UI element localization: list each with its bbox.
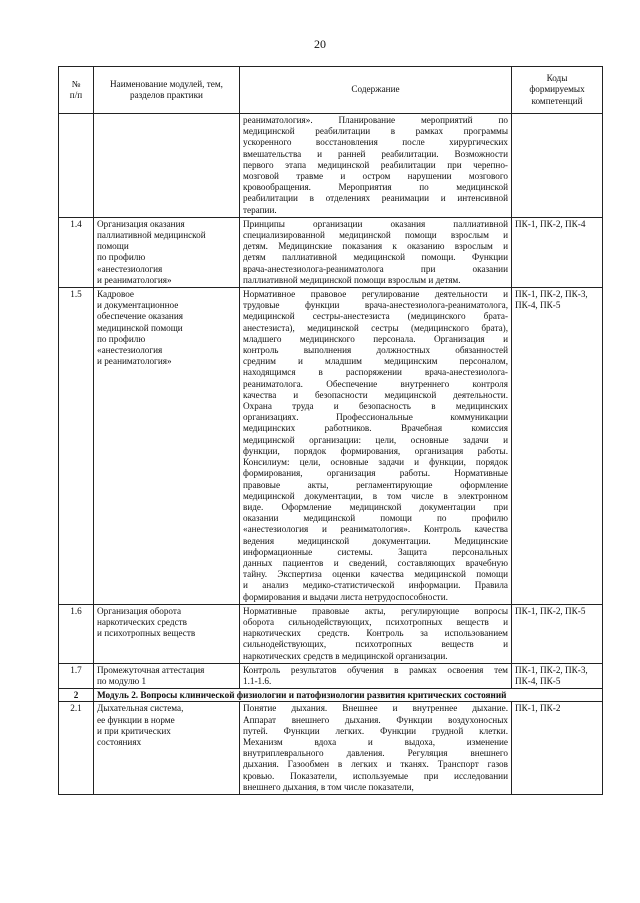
- header-codes: Коды формируемых компетенций: [512, 67, 603, 114]
- cell-line: Контроль результатов обучения в рамках освоения тем: [243, 664, 508, 675]
- cell-line: медицинских работников. Врачебная комиссия: [243, 423, 508, 434]
- cell-line: мозговой травме и остром нарушении мозгового: [243, 171, 508, 182]
- row-codes: ПК-1, ПК-2, ПК-3, ПК-4, ПК-5: [512, 288, 603, 605]
- page-number: 20: [314, 37, 326, 51]
- table-row: [59, 604, 603, 663]
- row-content: [240, 702, 512, 795]
- cell-line: по профилю: [97, 333, 146, 344]
- module-number: 2: [59, 689, 94, 702]
- module-row: [59, 689, 603, 702]
- row-number: 2.1: [59, 702, 94, 795]
- cell-line: паллиативной медицинской: [97, 230, 206, 241]
- cell-line: оказании медицинской помощи по профилю: [243, 513, 508, 524]
- row-number: 1.6: [59, 604, 94, 663]
- practice-table: [58, 66, 603, 795]
- cell-line: анестезиста), медицинской сестры (медицинского брата),: [243, 322, 508, 333]
- cell-line: Промежуточная аттестация: [97, 664, 205, 675]
- table-row: [59, 217, 603, 287]
- row-content: [240, 114, 512, 218]
- cell-line: Нормативное правовое регулирование деятельности и: [243, 289, 508, 300]
- cell-line: обеспечение оказания: [97, 311, 183, 322]
- row-title: [94, 217, 240, 287]
- cell-line: Организация оборота: [97, 605, 182, 616]
- cell-line: путей. Функции легких. Функции грудной клетки.: [243, 725, 508, 736]
- cell-line: организациях. Профессиональные коммуникации: [243, 412, 508, 423]
- cell-line: функции, порядок формирования, организация работы.: [243, 445, 508, 456]
- cell-line: паллиативной медицинской помощи взрослым и детям.: [243, 274, 461, 285]
- cell-line: врача-анестезиолога-реаниматолога при оказании: [243, 263, 508, 274]
- cell-line: средним и младшим медицинским персоналом,: [243, 356, 508, 367]
- cell-line: наркотических средств в медицинской организации.: [243, 650, 448, 661]
- header-num: № п/п: [59, 67, 94, 114]
- cell-line: Механизм вдоха и выдоха, изменение: [243, 736, 508, 747]
- cell-line: «анестезиология и реаниматология». Контроль качества: [243, 524, 508, 535]
- cell-line: наркотических средств: [97, 616, 187, 627]
- cell-line: Понятие дыхания. Внешнее и внутреннее дыхание.: [243, 703, 508, 714]
- cell-line: реаниматология». Планирование мероприятий по: [243, 115, 508, 125]
- cell-line: формирования и выдачи листа нетрудоспособности.: [243, 591, 448, 602]
- cell-line: ведения медицинской документации. Медицинские: [243, 535, 508, 546]
- cell-line: Аппарат внешнего дыхания. Функции воздухоносных: [243, 714, 508, 725]
- header-content: Содержание: [240, 67, 512, 114]
- cell-line: внешнего дыхания, в том числе показатели,: [243, 781, 414, 792]
- row-number: 1.5: [59, 288, 94, 605]
- cell-line: Принципы организации оказания паллиативной: [243, 218, 508, 229]
- cell-line: медицинской документации, в том числе в электронном: [243, 490, 508, 501]
- cell-line: реаниматолога. Обеспечение внутреннего контроля: [243, 378, 508, 389]
- table-row: [59, 663, 603, 688]
- row-codes: ПК-1, ПК-2, ПК-3, ПК-4, ПК-5: [512, 663, 603, 688]
- cell-line: и документационное: [97, 300, 179, 311]
- cell-line: дыхания. Газообмен в легких и тканях. Транспорт газов: [243, 759, 508, 770]
- row-title: [94, 663, 240, 688]
- cell-line: «анестезиология: [97, 345, 163, 356]
- cell-line: Организация оказания: [97, 218, 185, 229]
- cell-line: Кадровое: [97, 289, 135, 300]
- row-content: [240, 217, 512, 287]
- cell-line: оборота сильнодействующих, психотропных веществ и: [243, 616, 508, 627]
- row-number: 1.7: [59, 663, 94, 688]
- table-row: [59, 288, 603, 605]
- cell-line: правовые акты, регламентирующие оформление: [243, 479, 508, 490]
- cell-line: Охрана труда и безопасность в медицинских: [243, 401, 508, 412]
- row-title: [94, 114, 240, 218]
- cell-line: сильнодействующих, психотропных веществ и: [243, 639, 508, 650]
- module-title: Модуль 2. Вопросы клинической физиологии и патофизиологии развития критических состояний: [94, 689, 603, 702]
- row-codes: ПК-1, ПК-2, ПК-4: [512, 217, 603, 287]
- cell-line: формирования, организация работы. Нормативные: [243, 468, 508, 479]
- cell-line: первого этапа медицинской реабилитации при черепно-: [243, 159, 508, 170]
- cell-line: помощи: [97, 241, 129, 252]
- cell-line: Консилиум: цели, основные задачи и функции, порядок: [243, 457, 508, 468]
- header-name: Наименование модулей, тем, разделов практики: [94, 67, 240, 114]
- cell-line: и реаниматология»: [97, 356, 172, 367]
- cell-line: 1.1-1.6.: [243, 675, 272, 686]
- cell-line: и психотропных веществ: [97, 628, 196, 639]
- row-title: [94, 288, 240, 605]
- cell-line: и реаниматология»: [97, 274, 172, 285]
- cell-line: терапии.: [243, 204, 277, 215]
- cell-line: медицинской реабилитации в рамках программы: [243, 126, 508, 137]
- row-content: [240, 288, 512, 605]
- cell-line: медицинской помощи: [97, 322, 183, 333]
- row-codes: ПК-1, ПК-2: [512, 702, 603, 795]
- table-row: [59, 702, 603, 795]
- cell-line: и анализ медико-статистической информации. Правила: [243, 580, 508, 591]
- cell-line: информационные системы. Защита персональных: [243, 546, 508, 557]
- cell-line: по профилю: [97, 252, 146, 263]
- cell-line: тайну. Экспертиза оценки качества медицинской помощи: [243, 569, 508, 580]
- cell-line: внутриплеврального давления. Регуляция внешнего: [243, 748, 508, 759]
- cell-line: вмешательства и ранней реабилитации. Возможности: [243, 148, 508, 159]
- cell-line: детям. Медицинские показания к оказанию взрослым и: [243, 241, 508, 252]
- cell-line: кровью. Показатели, используемые при исследовании: [243, 770, 508, 781]
- row-content: [240, 663, 512, 688]
- row-title: [94, 604, 240, 663]
- cell-line: данных пациентов и сведений, составляющих врачебную: [243, 557, 508, 568]
- cell-line: детям паллиативной медицинской помощи. Функции: [243, 252, 508, 263]
- row-number: [59, 114, 94, 218]
- cell-line: виде. Оформление медицинской документации при: [243, 501, 508, 512]
- cell-line: Дыхательная система,: [97, 703, 184, 714]
- cell-line: кровообращения. Мероприятия по медицинской: [243, 182, 508, 193]
- cell-line: состояниях: [97, 736, 142, 747]
- cell-line: контроль выполнения должностных обязанностей: [243, 345, 508, 356]
- row-number: 1.4: [59, 217, 94, 287]
- cell-line: ее функции в норме: [97, 714, 175, 725]
- cell-line: «анестезиология: [97, 263, 163, 274]
- cell-line: ускоренного восстановления после хирургических: [243, 137, 508, 148]
- table-row: [59, 114, 603, 218]
- cell-line: реабилитации в отделениях реанимации и интенсивной: [243, 193, 508, 204]
- cell-line: медицинской организации: цели, основные задачи и: [243, 434, 508, 445]
- cell-line: качества и безопасности медицинской деятельности.: [243, 389, 508, 400]
- row-title: [94, 702, 240, 795]
- row-codes: ПК-1, ПК-2, ПК-5: [512, 604, 603, 663]
- row-codes: [512, 114, 603, 218]
- cell-line: наркотических средств. Контроль за использованием: [243, 628, 508, 639]
- cell-line: трудовые функции врача-анестезиолога-реаниматолога,: [243, 300, 508, 311]
- cell-line: Нормативные правовые акты, регулирующие вопросы: [243, 605, 508, 616]
- cell-line: младшего медицинского персонала. Организация и: [243, 333, 508, 344]
- row-content: [240, 604, 512, 663]
- cell-line: специализированной медицинской помощи взрослым и: [243, 230, 508, 241]
- cell-line: по модулю 1: [97, 675, 147, 686]
- table-header-row: [59, 67, 603, 114]
- cell-line: находящимся в распоряжении врача-анестезиолога-: [243, 367, 508, 378]
- cell-line: и при критических: [97, 725, 171, 736]
- cell-line: медицинской сестры-анестезиста (медицинского брата-: [243, 311, 508, 322]
